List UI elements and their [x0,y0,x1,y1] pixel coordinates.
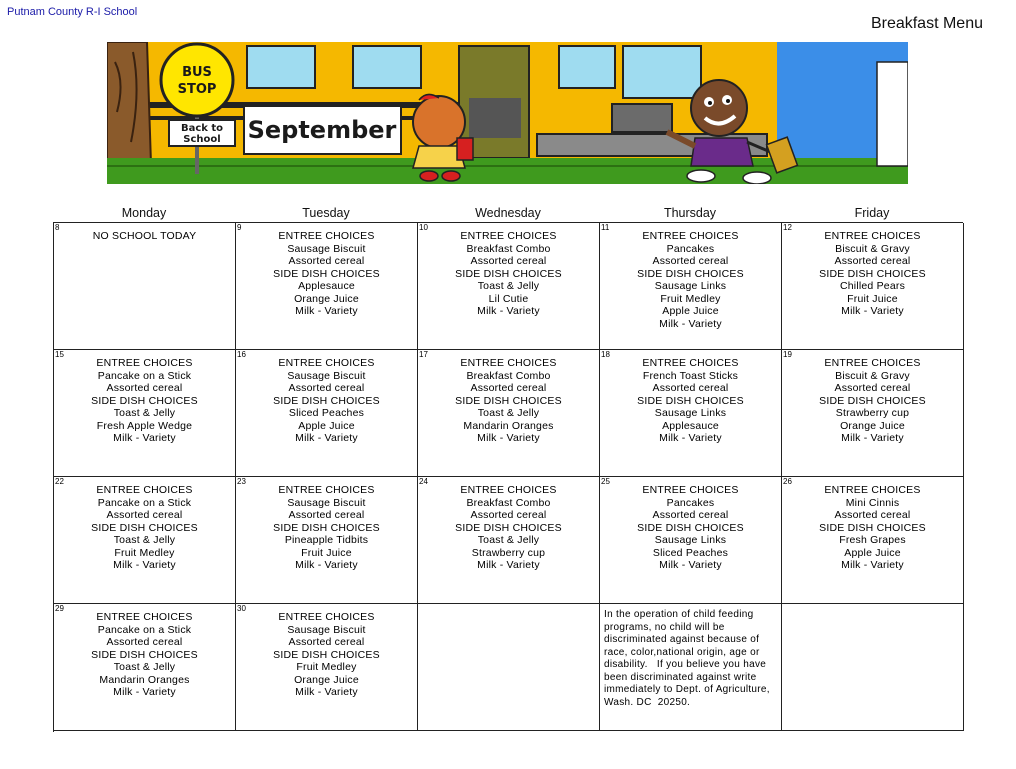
menu-item: Assorted cereal [288,636,365,648]
date-number: 30 [237,604,246,613]
date-number: 8 [55,223,60,232]
menu-item: Sausage Links [654,534,727,546]
day-cell-25 [600,477,782,604]
menu-item: Milk - Variety [295,432,358,444]
menu-items [54,477,235,572]
menu-item: Sausage Biscuit [287,623,366,636]
menu-item: Assorted cereal [288,382,365,394]
menu-item: Breakfast Combo [466,369,551,382]
menu-item: Milk - Variety [659,432,722,444]
day-cell-18 [600,350,782,477]
menu-item: Assorted cereal [834,509,911,521]
menu-item: ENTREE CHOICES [278,230,375,242]
menu-item: Fruit Juice [847,292,898,305]
menu-item: SIDE DISH CHOICES [91,521,198,534]
menu-item: Fruit Medley [660,292,721,305]
notice-line: programs, no child will be [604,621,725,633]
menu-item: Milk - Variety [477,559,540,571]
menu-item: Milk - Variety [113,559,176,571]
menu-item: SIDE DISH CHOICES [455,267,562,280]
menu-items [418,350,599,445]
notice-line: disability. If you believe you have [604,659,767,670]
menu-item: Biscuit & Gravy [835,369,910,382]
menu-item: Fruit Medley [296,661,357,673]
menu-item: SIDE DISH CHOICES [273,267,380,280]
menu-item: ENTREE CHOICES [96,357,193,369]
notice-line: Wash. DC 20250. [604,696,691,708]
menu-item: Assorted cereal [106,636,183,648]
menu-item: SIDE DISH CHOICES [637,394,744,407]
day-header-monday: Monday [121,206,167,220]
school-name: Putnam County R-I School [7,6,138,18]
date-number: 9 [237,223,242,232]
menu-item: Fresh Apple Wedge [96,419,193,432]
menu-item: Biscuit & Gravy [835,242,910,255]
menu-item: Strawberry cup [471,546,546,559]
nondiscrimination-notice-cell [600,604,782,731]
date-number: 25 [601,477,610,486]
menu-item: Mini Cinnis [845,496,900,509]
menu-item: Breakfast Combo [466,242,551,255]
date-number: 10 [419,223,428,232]
menu-item: Fresh Grapes [839,534,906,546]
back-to-school-line2: School [183,134,221,145]
menu-item: SIDE DISH CHOICES [273,521,380,534]
menu-items [54,604,235,699]
date-number: 12 [783,223,792,232]
menu-item: Applesauce [298,280,355,292]
menu-item: ENTREE CHOICES [824,357,921,369]
menu-item: Sausage Biscuit [287,496,366,509]
month-banner-text: September [247,116,397,144]
menu-item: Milk - Variety [113,686,176,698]
menu-item: Milk - Variety [113,432,176,444]
menu-item: Mandarin Oranges [463,419,554,432]
menu-item: SIDE DISH CHOICES [819,394,926,407]
notice-line: been discriminated against write [604,671,757,683]
menu-item: SIDE DISH CHOICES [819,267,926,280]
menu-item: ENTREE CHOICES [824,484,921,496]
menu-item: ENTREE CHOICES [460,230,557,242]
menu-items [236,477,417,572]
menu-item: Apple Juice [298,419,355,432]
day-headers [53,206,963,222]
nondiscrimination-notice [600,604,781,709]
menu-item: ENTREE CHOICES [642,357,739,369]
menu-item: Lil Cutie [488,292,529,305]
menu-item: Assorted cereal [470,255,547,267]
menu-item: ENTREE CHOICES [460,357,557,369]
date-number: 11 [601,223,610,232]
menu-item: Assorted cereal [106,382,183,394]
menu-title: Breakfast Menu [870,15,983,32]
date-number: 23 [237,477,246,486]
menu-item: Pancakes [666,496,715,509]
day-cell-23 [236,477,418,604]
calendar-grid [53,222,963,732]
menu-item: Milk - Variety [295,686,358,698]
menu-item: Pancake on a Stick [97,369,192,382]
notice-line: race, color,national origin, age or [604,646,760,658]
menu-item: ENTREE CHOICES [96,484,193,496]
day-cell-15 [54,350,236,477]
menu-item: ENTREE CHOICES [824,230,921,242]
menu-item: ENTREE CHOICES [642,484,739,496]
menu-items [782,604,963,611]
menu-item: Assorted cereal [470,382,547,394]
day-cell-24 [418,477,600,604]
menu-item: Pancakes [666,242,715,255]
menu-item: Toast & Jelly [477,534,540,546]
day-cell-19 [782,350,964,477]
menu-items [418,604,599,611]
day-cell-9 [236,223,418,350]
menu-item: Milk - Variety [477,305,540,317]
menu-item: Milk - Variety [295,305,358,317]
menu-item: Assorted cereal [106,509,183,521]
empty-day-cell [418,604,600,731]
menu-item: Toast & Jelly [477,280,540,292]
day-cell-26 [782,477,964,604]
menu-items [782,350,963,445]
menu-item: Milk - Variety [659,317,722,330]
menu-item: Assorted cereal [470,509,547,521]
menu-item: Milk - Variety [841,305,904,317]
menu-items [418,223,599,318]
menu-item: Apple Juice [844,546,901,559]
day-header-thursday: Thursday [663,206,717,220]
menu-item: Toast & Jelly [113,661,176,673]
menu-items [236,223,417,318]
date-number: 29 [55,604,64,613]
menu-item: Assorted cereal [652,509,729,521]
date-number: 18 [601,350,610,359]
menu-item: Pancake on a Stick [97,496,192,509]
menu-item: Pineapple Tidbits [284,534,369,546]
empty-day-cell [782,604,964,731]
menu-item: Toast & Jelly [113,407,176,419]
menu-item: Applesauce [662,419,719,432]
day-header-tuesday: Tuesday [302,206,350,220]
menu-item: ENTREE CHOICES [96,611,193,623]
day-cell-29 [54,604,236,731]
menu-item: Sliced Peaches [652,546,729,559]
menu-item: Strawberry cup [835,407,910,419]
menu-items [600,223,781,330]
menu-item: Orange Juice [294,673,359,686]
date-number: 15 [55,350,64,359]
menu-item: Apple Juice [662,305,719,317]
back-to-school-line1: Back to [180,123,224,134]
menu-item: Sausage Biscuit [287,369,366,382]
day-cell-22 [54,477,236,604]
menu-items [54,350,235,445]
menu-item: Orange Juice [294,292,359,305]
day-cell-8 [54,223,236,350]
menu-item: Fruit Medley [114,546,175,559]
menu-item: ENTREE CHOICES [278,611,375,623]
day-cell-12 [782,223,964,350]
menu-item: Mandarin Oranges [99,673,190,686]
menu-item: Assorted cereal [834,382,911,394]
menu-item: Sausage Biscuit [287,242,366,255]
menu-item: Orange Juice [840,419,905,432]
menu-item: SIDE DISH CHOICES [273,648,380,661]
menu-item: SIDE DISH CHOICES [91,394,198,407]
menu-item: Milk - Variety [841,559,904,571]
menu-item: Sausage Links [654,407,727,419]
day-cell-17 [418,350,600,477]
menu-item: Assorted cereal [288,255,365,267]
menu-items [782,223,963,318]
menu-item: French Toast Sticks [642,369,739,382]
date-number: 22 [55,477,64,486]
menu-item: Sausage Links [654,280,727,292]
menu-item: Assorted cereal [288,509,365,521]
menu-items [600,477,781,572]
menu-item: ENTREE CHOICES [278,357,375,369]
day-cell-16 [236,350,418,477]
menu-item: Breakfast Combo [466,496,551,509]
menu-item: Milk - Variety [841,432,904,444]
date-number: 17 [419,350,428,359]
day-cell-30 [236,604,418,731]
banner-illustration [107,42,908,184]
notice-line: immediately to Dept. of Agriculture, [604,684,770,695]
menu-items [236,350,417,445]
date-number: 16 [237,350,246,359]
menu-item: Fruit Juice [301,546,352,559]
bus-stop-sign-line2: STOP [177,82,217,97]
bus-stop-sign-line1: BUS [182,65,212,80]
menu-item: ENTREE CHOICES [642,230,739,242]
menu-items [600,350,781,445]
menu-item: SIDE DISH CHOICES [819,521,926,534]
menu-item: Sliced Peaches [288,407,365,419]
day-header-wednesday: Wednesday [475,206,541,220]
day-header-friday: Friday [854,206,890,220]
menu-item: SIDE DISH CHOICES [637,267,744,280]
menu-items [418,477,599,572]
menu-item: Milk - Variety [295,559,358,571]
menu-item: Pancake on a Stick [97,623,192,636]
menu-item: Chilled Pears [839,280,906,292]
menu-items [782,477,963,572]
notice-line: discriminated against because of [604,634,760,645]
menu-item: NO SCHOOL TODAY [92,230,197,242]
menu-item: Assorted cereal [652,382,729,394]
menu-item: SIDE DISH CHOICES [455,521,562,534]
menu-item: ENTREE CHOICES [278,484,375,496]
menu-item: ENTREE CHOICES [460,484,557,496]
date-number: 19 [783,350,792,359]
day-cell-11 [600,223,782,350]
menu-item: Milk - Variety [477,432,540,444]
menu-item: SIDE DISH CHOICES [455,394,562,407]
menu-items [236,604,417,699]
menu-item: SIDE DISH CHOICES [637,521,744,534]
date-number: 24 [419,477,428,486]
notice-line: In the operation of child feeding [604,609,754,620]
menu-item: Assorted cereal [834,255,911,267]
menu-item: SIDE DISH CHOICES [273,394,380,407]
back-to-school-banner [107,42,908,184]
menu-item: Toast & Jelly [477,407,540,419]
date-number: 26 [783,477,792,486]
menu-item: Toast & Jelly [113,534,176,546]
menu-items [54,223,235,243]
menu-item: SIDE DISH CHOICES [91,648,198,661]
menu-item: Milk - Variety [659,559,722,571]
day-cell-10 [418,223,600,350]
menu-item: Assorted cereal [652,255,729,267]
